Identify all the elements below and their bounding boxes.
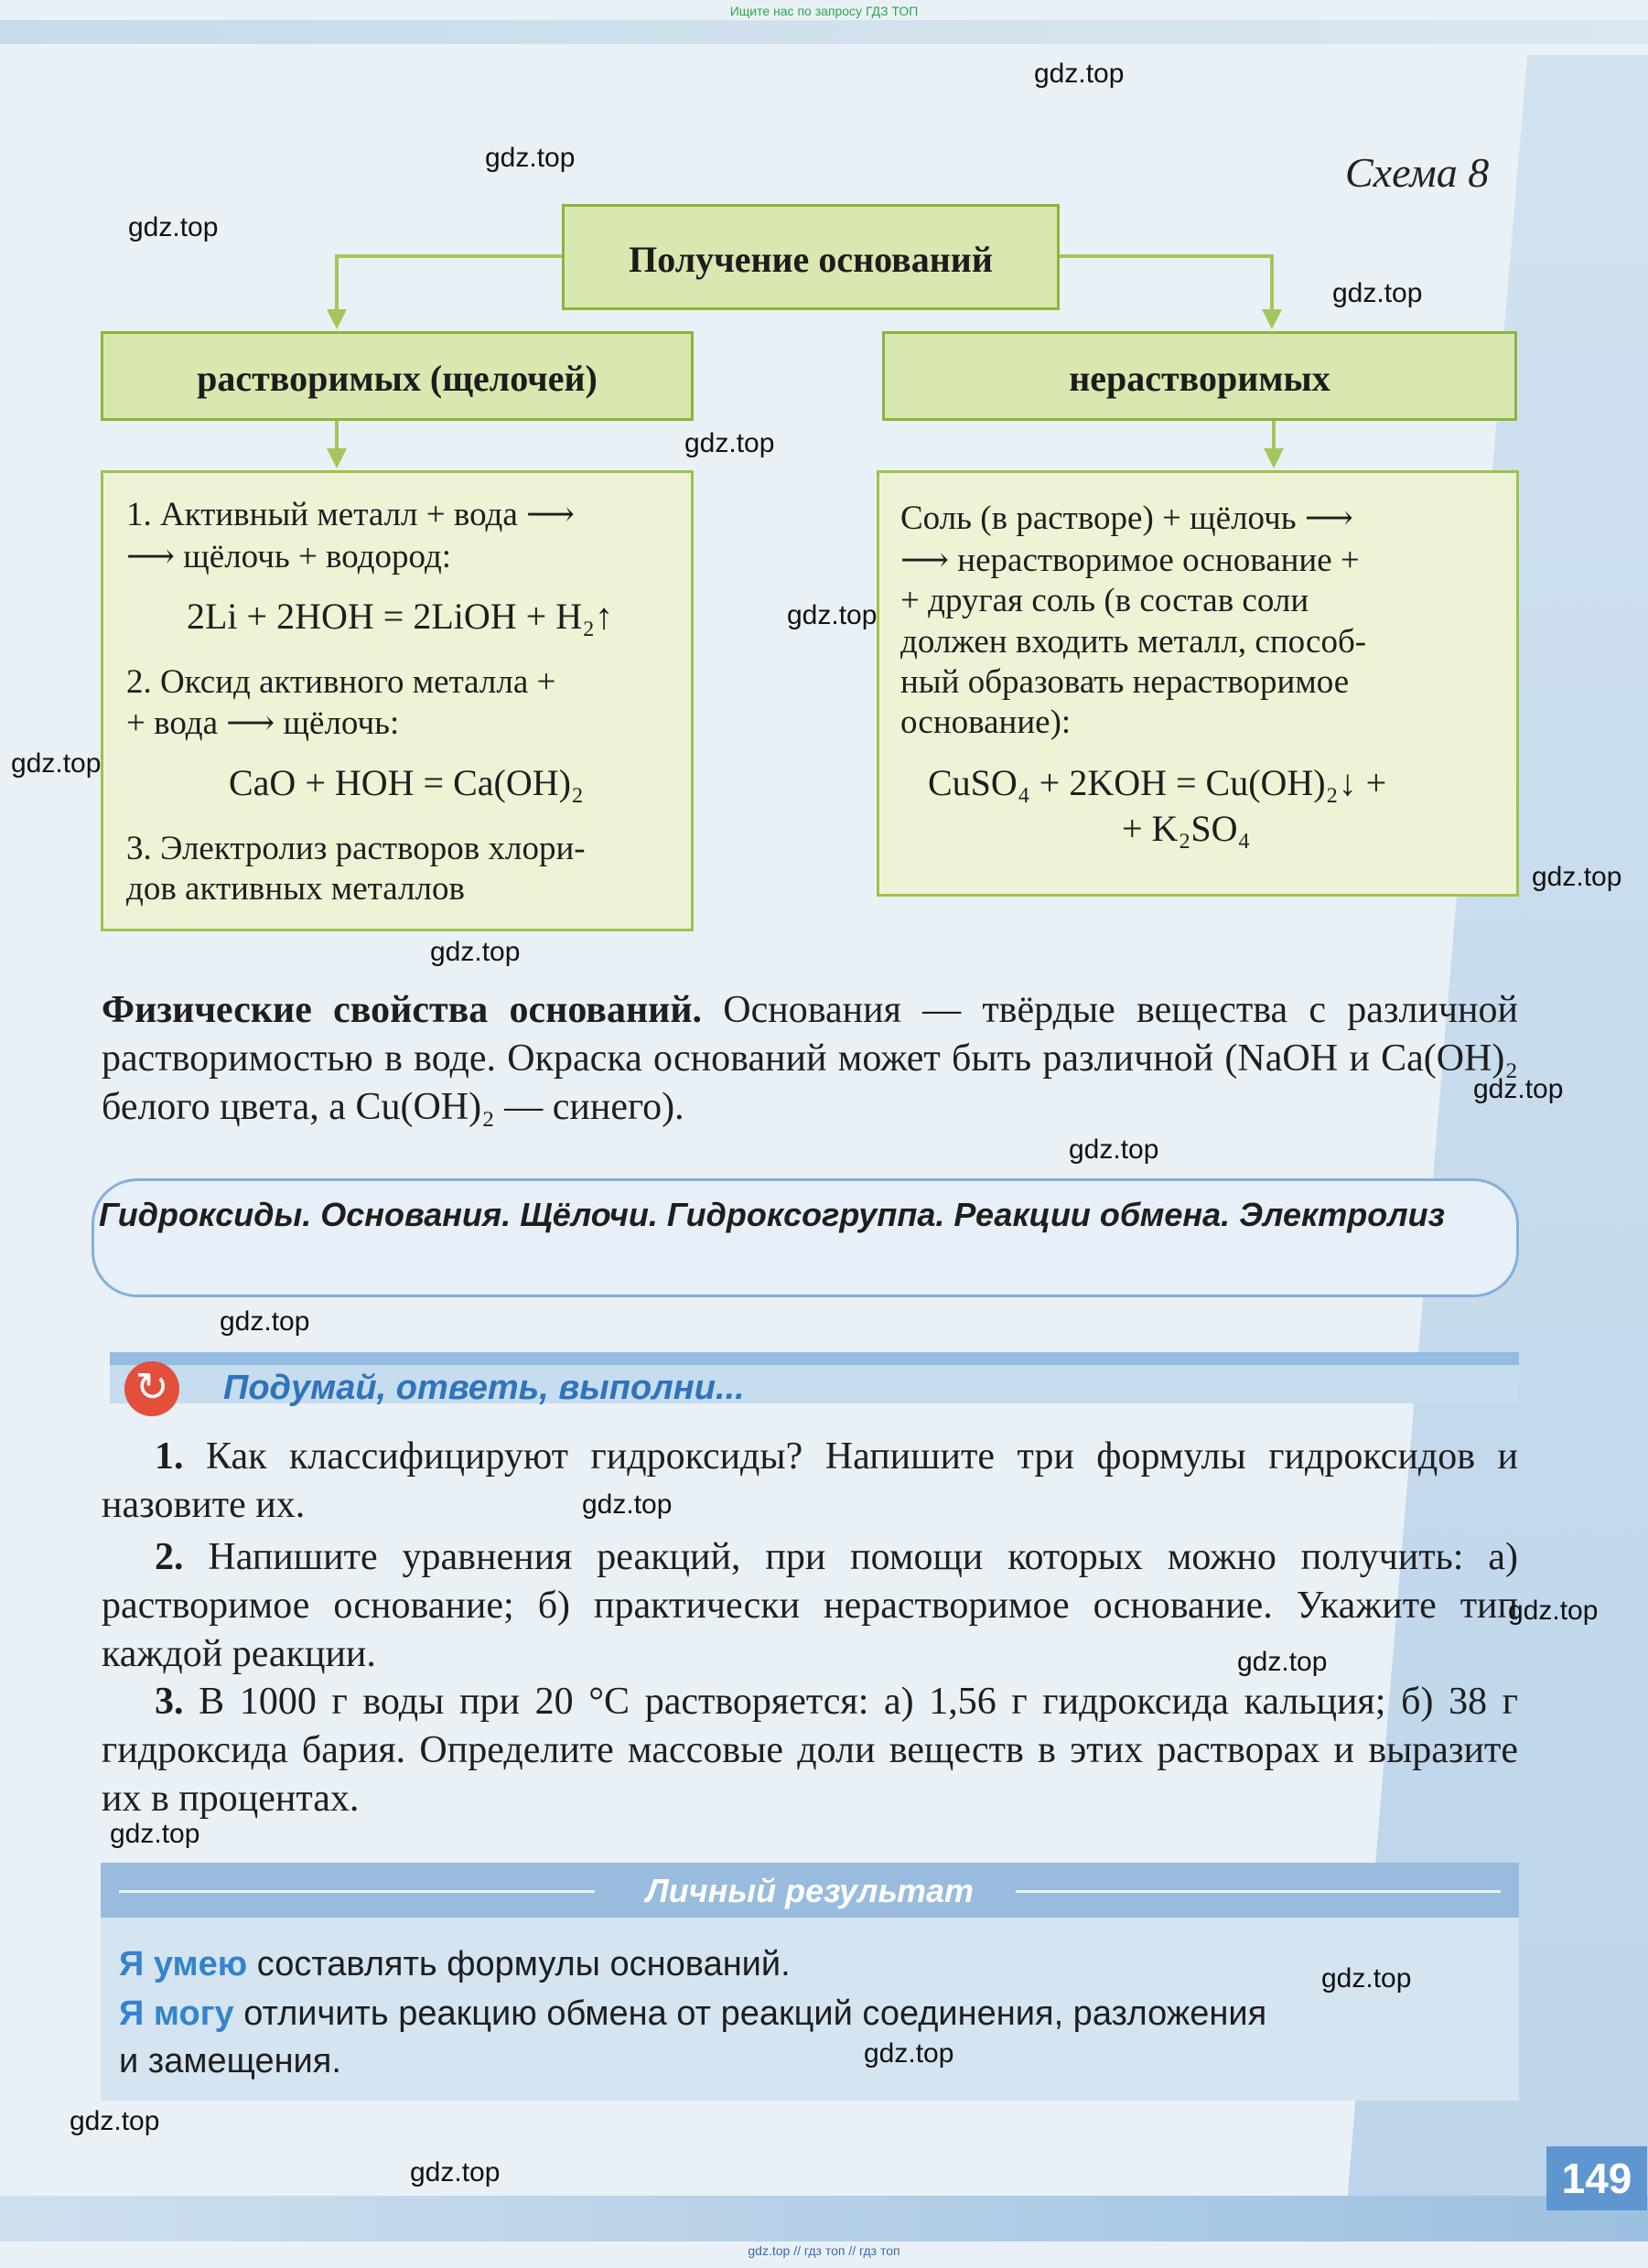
questions-header-stripe [110,1352,1519,1365]
result-text-1: составлять формулы оснований. [247,1945,791,1983]
arrow-right-down-icon [1264,448,1284,468]
physical-properties-text: Основания — твёрдые вещества с различной растворимостью в воде. Окраска оснований может быть различной (NaOH и Ca(OH)₂ белого цвета, а Cu(OH)₂ — синего). [102,989,1519,1128]
soluble-header-box [101,331,694,421]
watermark: gdz.top [864,2038,954,2069]
watermark: gdz.top [1473,1074,1564,1104]
result-kw-2: Я могу [119,1994,234,2033]
soluble-line-2: ⟶ щёлочь + водород: [126,538,452,575]
watermark: gdz.top [684,428,775,458]
question-2-number: 2. [155,1536,184,1578]
result-line-1 [119,1945,791,1984]
arrow-left-icon [327,309,347,329]
top-band [0,20,1648,44]
connector-left-v [335,254,339,311]
insoluble-line-3: + другая соль (в состав соли [900,582,1309,619]
result-line-3: и замещения. [119,2042,341,2080]
question-3-number: 3. [155,1681,184,1723]
formula-potassium-sulfate: + K₂SO₄ [1122,808,1251,849]
formula-copper-sulfate: CuSO₄ + 2KOH = Cu(OH)₂↓ + [928,762,1387,803]
questions-title: Подумай, ответь, выполни... [223,1369,745,1407]
watermark: gdz.top [582,1489,673,1520]
schema-label: Схема 8 [1345,149,1490,196]
question-3 [102,1678,1518,1823]
question-3-text: В 1000 г воды при 20 °С растворяется: а) 1,56 г гидроксида кальция; б) 38 г гидроксида бария. Определите массовые доли веществ в этих растворах и выразите их в процентах. [102,1681,1518,1820]
diagram-root-title: Получение оснований [629,239,993,280]
personal-result-title: Личный результат [645,1872,975,1909]
watermark: gdz.top [410,2157,501,2187]
soluble-title: растворимых (щелочей) [197,358,598,399]
arrow-right-icon [1262,309,1282,329]
connector-left-down [335,421,339,448]
soluble-line-5: 3. Электролиз растворов хлори- [126,830,586,867]
result-text-2: отличить реакцию обмена от реакций соединения, разложения [233,1994,1267,2033]
connector-right-down [1272,421,1276,448]
watermark: gdz.top [1332,278,1423,308]
watermark: gdz.top [1532,862,1622,892]
insoluble-line-5: ный образовать нерастворимое [900,663,1350,701]
top-note: Ищите нас по запросу ГДЗ ТОП [729,4,919,18]
watermark: gdz.top [1508,1596,1599,1626]
result-kw-1: Я умею [119,1945,248,1983]
soluble-line-1: 1. Активный металл + вода ⟶ [126,496,576,533]
watermark: gdz.top [787,600,878,630]
result-line-2 [119,1994,1266,2034]
formula-lithium: 2Li + 2HOH = 2LiOH + H₂↑ [187,596,614,637]
question-1 [102,1433,1518,1530]
arrow-left-down-icon [327,448,347,468]
watermark: gdz.top [1034,59,1125,89]
watermark: gdz.top [430,937,521,967]
question-1-number: 1. [155,1435,184,1478]
connector-right-v [1270,254,1274,311]
insoluble-line-2: ⟶ нерастворимое основание + [900,542,1360,579]
watermark: gdz.top [220,1306,310,1337]
watermark: gdz.top [485,143,576,173]
connector-right-h [1058,254,1274,258]
watermark: gdz.top [1321,1963,1412,1994]
insoluble-line-6: основание): [900,704,1072,741]
insoluble-line-4: должен входить металл, способ- [900,623,1367,661]
page-number: 149 [1546,2146,1647,2210]
question-2-text: Напишите уравнения реакций, при помощи которых можно получить: а) растворимое основание; б) практически нерастворимое основание. Укажите тип каждой реакции. [102,1536,1518,1675]
soluble-line-4: + вода ⟶ щёлочь: [126,704,400,742]
keywords-text: Гидроксиды. Основания. Щёлочи. Гидроксогруппа. Реакции обмена. Электролиз [99,1196,1445,1233]
formula-calcium-oxide: CaO + HOH = Ca(OH)₂ [229,762,584,803]
insoluble-title: нерастворимых [1069,358,1330,399]
bottom-note: gdz.top // гдз топ // гдз топ [748,2243,900,2258]
watermark: gdz.top [110,1819,200,1849]
insoluble-header-box [882,331,1517,421]
insoluble-line-1: Соль (в растворе) + щёлочь ⟶ [900,500,1353,537]
physical-properties-heading: Физические свойства оснований. [102,989,703,1031]
watermark: gdz.top [1237,1647,1328,1677]
refresh-icon: ↻ [124,1361,179,1416]
watermark: gdz.top [11,748,102,779]
soluble-line-6: дов активных металлов [126,870,465,908]
watermark: gdz.top [1069,1134,1159,1165]
watermark: gdz.top [128,212,219,242]
diagram-root-box [562,204,1060,310]
bottom-band [0,2196,1648,2241]
connector-left-h [335,254,564,258]
question-1-text: Как классифицируют гидроксиды? Напишите три формулы гидроксидов и назовите их. [102,1435,1518,1526]
soluble-line-3: 2. Оксид активного металла + [126,663,556,701]
watermark: gdz.top [70,2106,160,2136]
physical-properties-paragraph [102,986,1518,1132]
